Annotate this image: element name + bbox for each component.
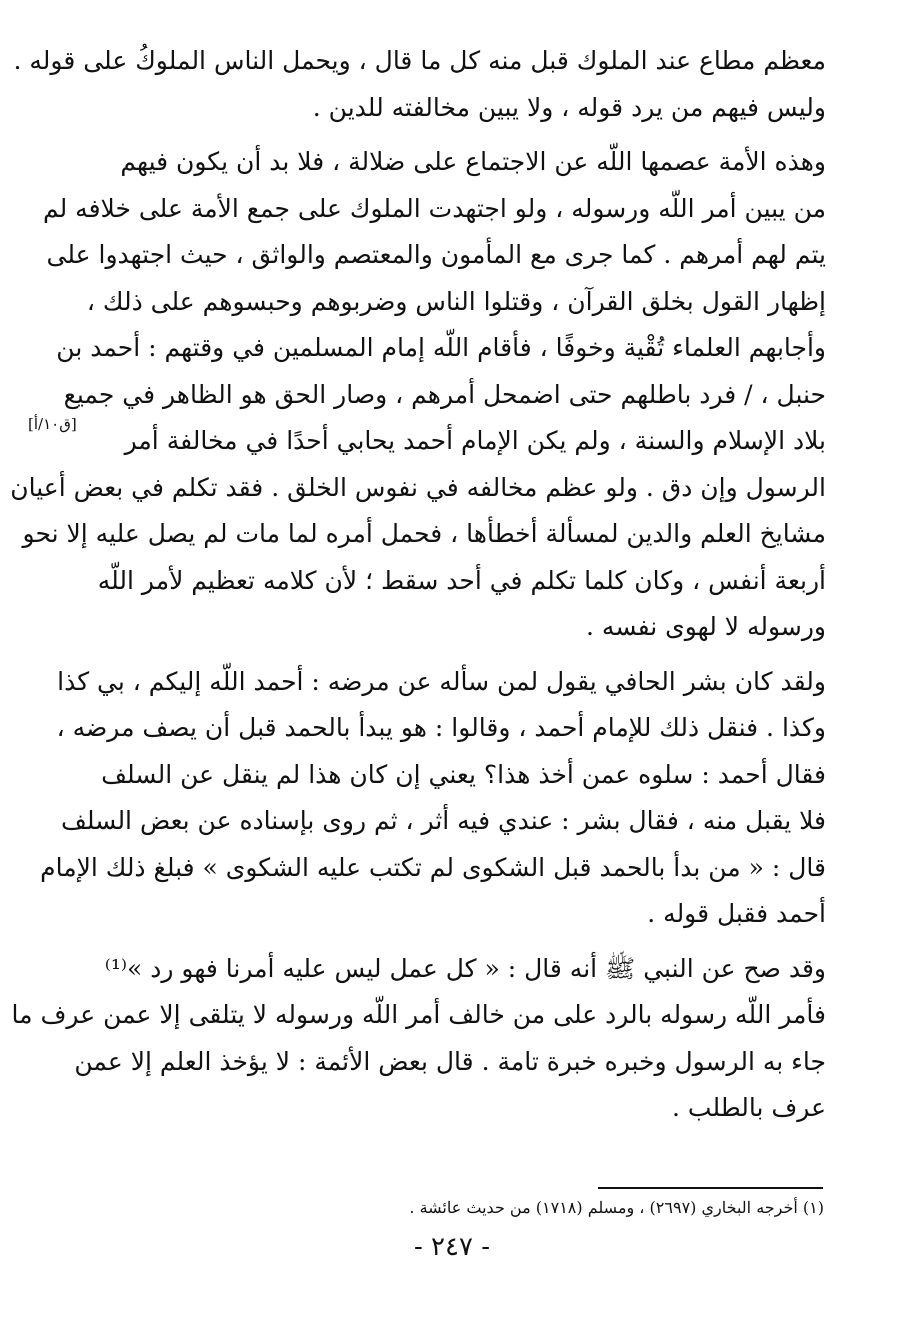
text-line: حنبل ، / فرد باطلهم حتى اضمحل أمرهم ، وصار الحق هو الظاهر في جميع xyxy=(63,379,826,409)
text-line: إظهار القول بخلق القرآن ، وقتلوا الناس وضربوهم وحبسوهم على ذلك ، xyxy=(86,286,826,316)
text-line: جاء به الرسول وخبره خبرة تامة . قال بعض الأئمة : لا يؤخذ العلم إلا عمن xyxy=(74,1046,826,1076)
text-line: ولقد كان بشر الحافي يقول لمن سأله عن مرضه : أحمد اللّه إليكم ، بي كذا xyxy=(57,666,826,696)
text-line: فأمر اللّه رسوله بالرد على من خالف أمر اللّه ورسوله لا يتلقى إلا عمن عرف ما xyxy=(11,1000,826,1029)
text-line: معظم مطاع عند الملوك قبل منه كل ما قال ، ويحمل الناس الملوكُ على قوله . xyxy=(13,46,826,75)
text-line: من يبين أمر اللّه ورسوله ، ولو اجتهدت الملوك على جمع الأمة على خلافه لم xyxy=(42,193,826,223)
text-line: فقال أحمد : سلوه عمن أخذ هذا؟ يعني إن كان هذا لم ينقل عن السلف xyxy=(101,759,826,789)
text-line: قال : « من بدأ بالحمد قبل الشكوى لم تكتب عليه الشكوى » فبلغ ذلك الإمام xyxy=(40,852,826,882)
page-number: - ٢٤٧ - xyxy=(413,1232,491,1262)
text-line: وكذا . فنقل ذلك للإمام أحمد ، وقالوا : هو يبدأ بالحمد قبل أن يصف مرضه ، xyxy=(56,713,826,742)
text-line: أربعة أنفس ، وكان كلما تكلم في أحد سقط ؛ لأن كلامه تعظيم لأمر اللّه xyxy=(97,565,826,595)
footnote: (١) أخرجه البخاري (٢٦٩٧) ، ومسلم (١٧١٨) من حديث عائشة . xyxy=(409,1198,824,1217)
text-line: ورسوله لا لهوى نفسه . xyxy=(586,612,826,641)
text-line: وقد صح عن النبي ﷺ أنه قال : « كل عمل ليس عليه أمرنا فهو رد »⁽¹⁾ xyxy=(104,953,826,983)
text-line: عرف بالطلب . xyxy=(672,1093,826,1122)
text-line: مشايخ العلم والدين لمسألة أخطأها ، فحمل أمره لما مات لم يصل عليه إلا نحو xyxy=(22,519,826,548)
paragraph-4 xyxy=(11,946,826,1132)
text-line: أحمد فقبل قوله . xyxy=(647,899,826,928)
text-line: وهذه الأمة عصمها اللّه عن الاجتماع على ضلالة ، فلا بد أن يكون فيهم xyxy=(120,147,826,176)
text-line: وأجابهم العلماء تُقْية وخوفًا ، فأقام اللّه إمام المسلمين في وقتهم : أحمد بن xyxy=(56,333,826,362)
text-line: وليس فيهم من يرد قوله ، ولا يبين مخالفته للدين . xyxy=(312,92,826,122)
paragraph-3 xyxy=(40,659,826,938)
text-line: فلا يقبل منه ، فقال بشر : عندي فيه أثر ، ثم روى بإسناده عن بعض السلف xyxy=(60,806,826,835)
text-line: الرسول وإن دق . ولو عظم مخالفه في نفوس الخلق . فقد تكلم في بعض أعيان xyxy=(10,472,826,502)
text-line: بلاد الإسلام والسنة ، ولم يكن الإمام أحمد يحابي أحدًا في مخالفة أمر xyxy=(124,426,826,455)
footnote-divider xyxy=(598,1187,823,1189)
manuscript-folio-note: [ق١٠/أ] xyxy=(28,415,77,433)
paragraph-1 xyxy=(13,38,826,131)
text-line: يتم لهم أمرهم . كما جرى مع المأمون والمعتصم والواثق ، حيث اجتهدوا على xyxy=(46,240,826,269)
